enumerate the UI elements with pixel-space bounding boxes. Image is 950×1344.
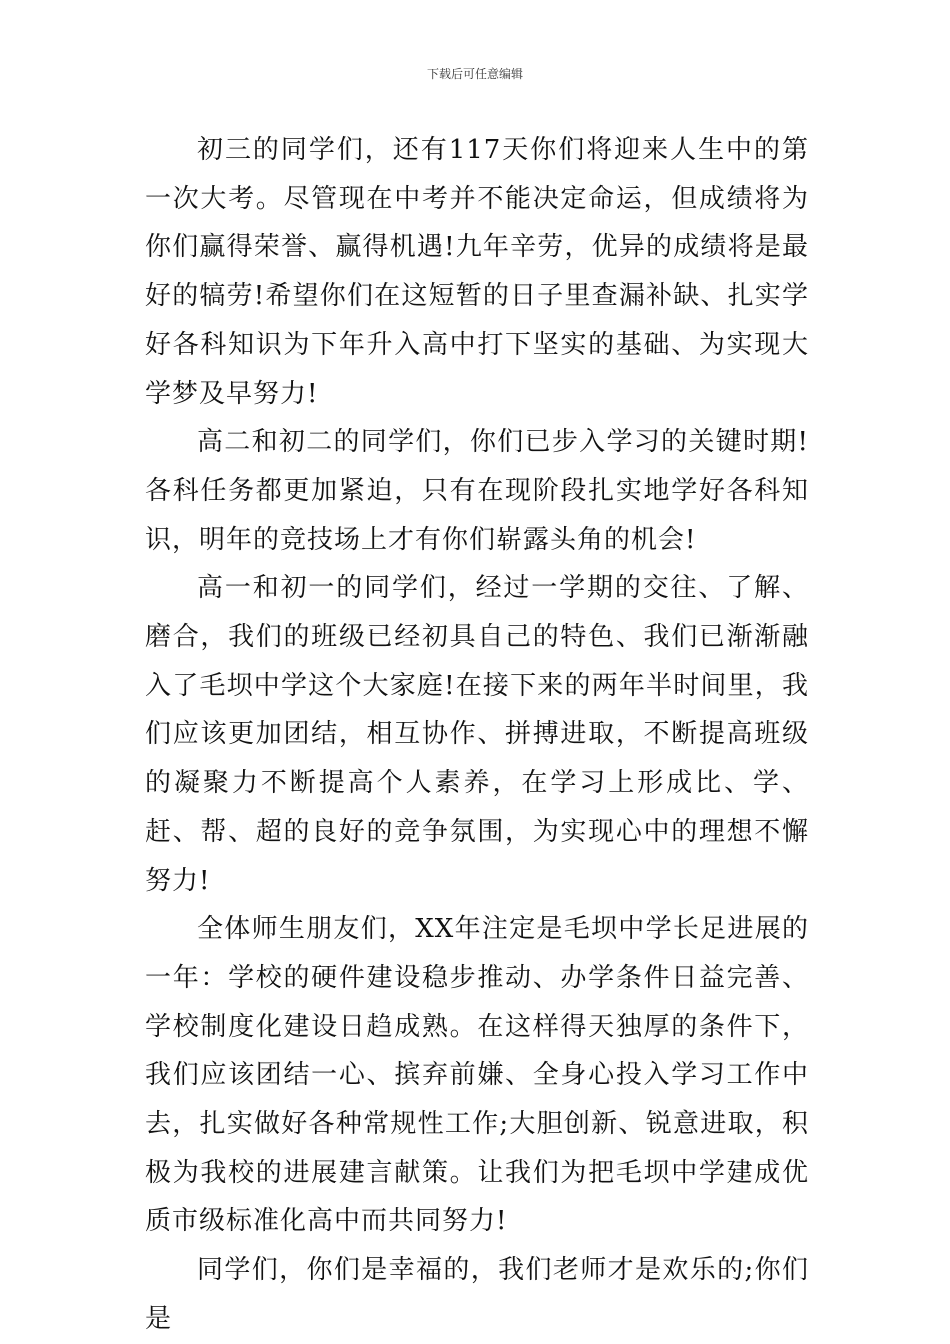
- document-body: [145, 126, 809, 1344]
- page-header: 下载后可任意编辑: [426, 67, 523, 81]
- paragraph-grade7-10: 高一和初一的同学们，经过一学期的交往、了解、磨合，我们的班级已经初具自己的特色、我们已渐渐融入了毛坝中学这个大家庭!在接下来的两年半时间里，我们应该更加团结，相互协作、拼搏进取，不断提高班级的凝聚力不断提高个人素养，在学习上形成比、学、赶、帮、超的良好的竞争氛围，为实现心中的理想不懈努力!: [145, 573, 809, 896]
- paragraph-grade9: 初三的同学们，还有117天你们将迎来人生中的第一次大考。尽管现在中考并不能决定命运，但成绩将为你们赢得荣誉、赢得机遇!九年辛劳，优异的成绩将是最好的犒劳!希望你们在这短暂的日子里查漏补缺、扎实学好各科知识为下年升入高中打下坚实的基础、为实现大学梦及早努力!: [145, 135, 809, 409]
- paragraph-grade8-11: 高二和初二的同学们，你们已步入学习的关键时期!各科任务都更加紧迫，只有在现阶段扎实地学好各科知识，明年的竞技场上才有你们崭露头角的机会!: [145, 427, 809, 555]
- paragraph-all-teachers-students: 全体师生朋友们，XX年注定是毛坝中学长足进展的一年：学校的硬件建设稳步推动、办学条件日益完善、学校制度化建设日趋成熟。在这样得天独厚的条件下，我们应该团结一心、摈弃前嫌、全身心投入学习工作中去，扎实做好各种常规性工作;大胆创新、锐意进取，积极为我校的进展建言献策。让我们为把毛坝中学建成优质市级标准化高中而共同努力!: [145, 914, 809, 1237]
- paragraph-students-closing: 同学们，你们是幸福的，我们老师才是欢乐的;你们是: [145, 1255, 809, 1334]
